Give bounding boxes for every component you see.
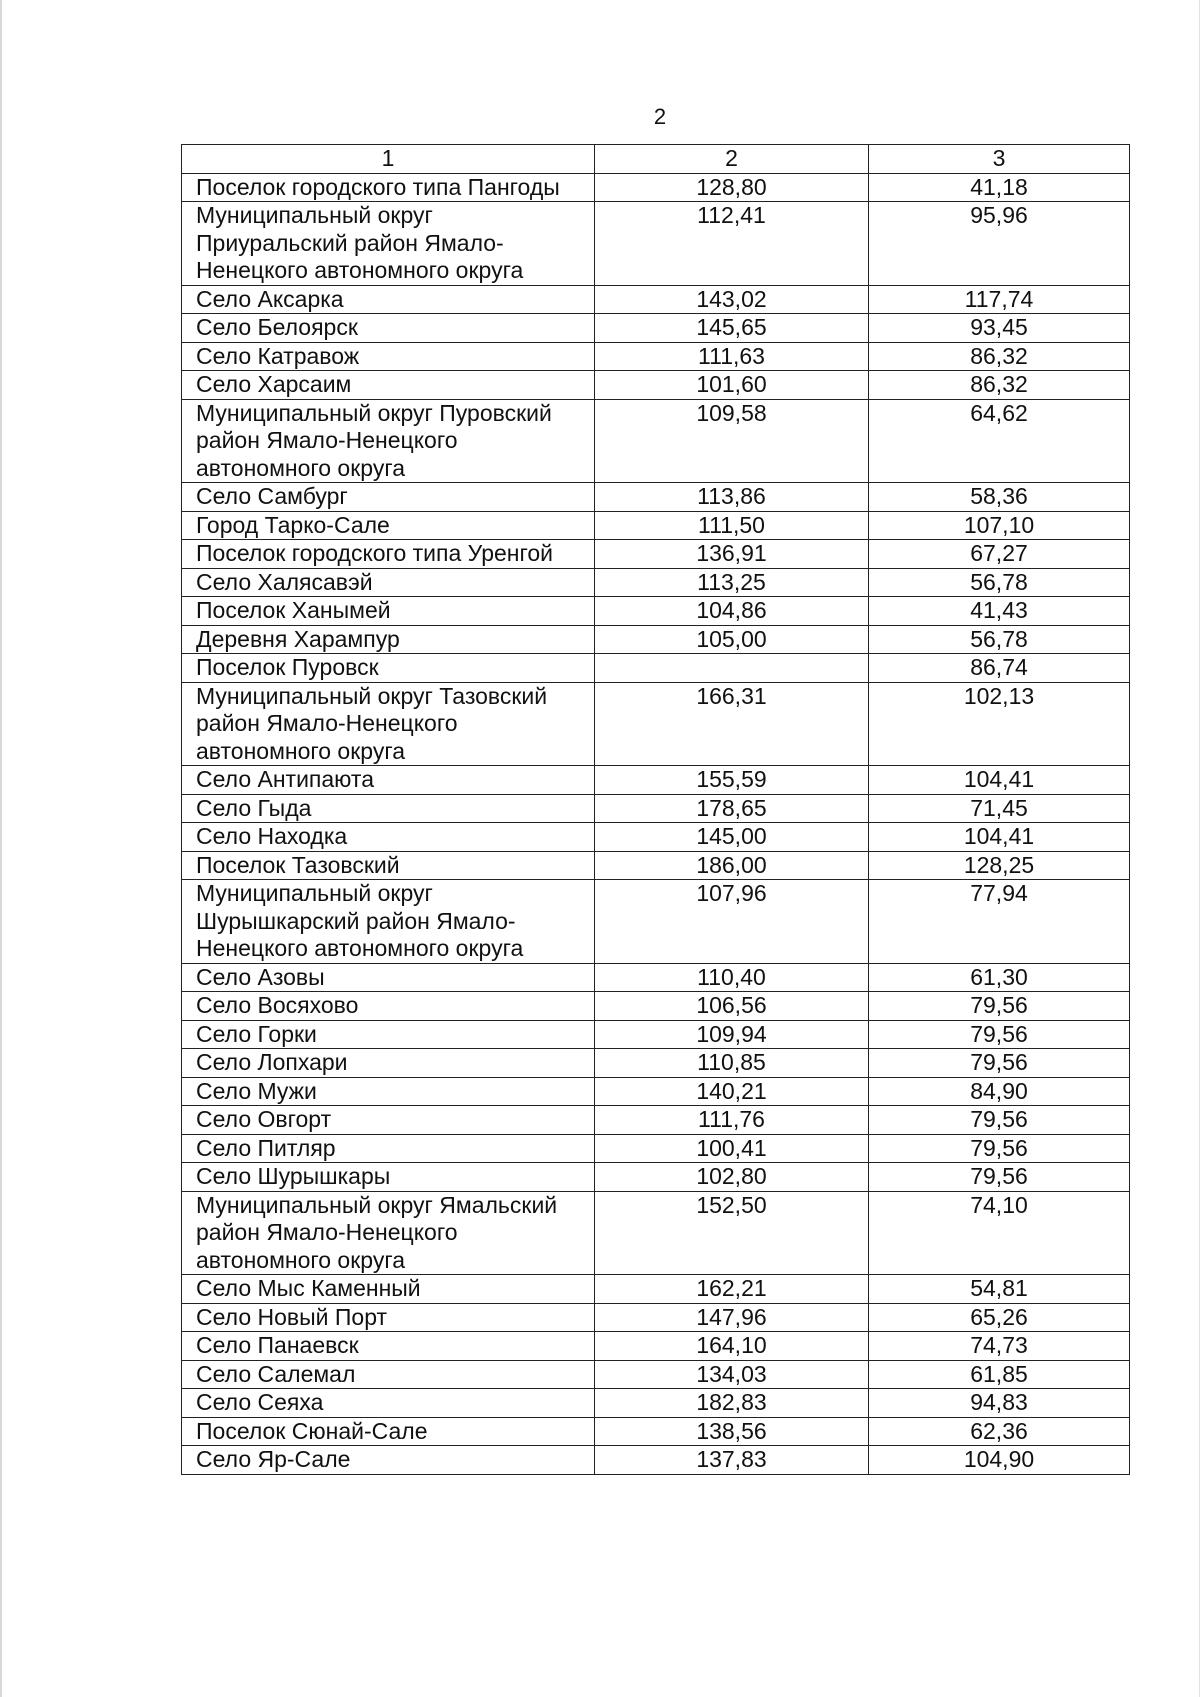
row-value-col3-cell: 104,90 [869, 1446, 1130, 1475]
row-value-col3-cell: 86,32 [869, 342, 1130, 371]
row-name-cell: Село Находка [182, 823, 595, 852]
table-row [182, 682, 1130, 766]
row-value-col3-cell: 56,78 [869, 625, 1130, 654]
row-value-col2-cell: 109,58 [595, 399, 869, 483]
row-name-cell: Село Питляр [182, 1134, 595, 1163]
table-row [182, 399, 1130, 483]
row-value-col3-cell: 61,85 [869, 1360, 1130, 1389]
row-value-col3-cell: 54,81 [869, 1275, 1130, 1304]
row-value-col2-cell: 166,31 [595, 682, 869, 766]
table-row [182, 371, 1130, 400]
table-row [182, 1275, 1130, 1304]
row-value-col3-cell: 79,56 [869, 1020, 1130, 1049]
row-value-col2-cell: 106,56 [595, 992, 869, 1021]
row-name-cell: Село Катравож [182, 342, 595, 371]
table-row [182, 1417, 1130, 1446]
row-value-col3-cell: 74,10 [869, 1191, 1130, 1275]
table-row [182, 654, 1130, 683]
row-value-col3-cell: 86,32 [869, 371, 1130, 400]
row-name-cell: Поселок Тазовский [182, 851, 595, 880]
row-value-col2-cell: 110,40 [595, 963, 869, 992]
row-value-col2-cell: 111,50 [595, 511, 869, 540]
table-header [182, 145, 1130, 174]
table-row [182, 342, 1130, 371]
row-value-col3-cell: 79,56 [869, 1106, 1130, 1135]
table-row [182, 1191, 1130, 1275]
row-name-cell: Село Овгорт [182, 1106, 595, 1135]
row-value-col3-cell: 61,30 [869, 963, 1130, 992]
row-value-col2-cell: 113,86 [595, 483, 869, 512]
row-name-cell: Поселок городского типа Пангоды [182, 173, 595, 202]
table-row [182, 1163, 1130, 1192]
table-body [182, 173, 1130, 1474]
row-value-col3-cell: 104,41 [869, 766, 1130, 795]
table-row [182, 597, 1130, 626]
row-name-cell: Село Аксарка [182, 285, 595, 314]
row-name-cell: Село Антипаюта [182, 766, 595, 795]
row-value-col2-cell: 100,41 [595, 1134, 869, 1163]
row-value-col2-cell: 140,21 [595, 1077, 869, 1106]
row-value-col2-cell: 152,50 [595, 1191, 869, 1275]
row-value-col3-cell: 84,90 [869, 1077, 1130, 1106]
row-value-col2-cell: 101,60 [595, 371, 869, 400]
row-value-col2-cell: 107,96 [595, 880, 869, 964]
row-value-col2-cell: 145,00 [595, 823, 869, 852]
table-row [182, 1303, 1130, 1332]
row-name-cell: Село Белоярск [182, 314, 595, 343]
table-row [182, 1446, 1130, 1475]
row-name-cell: Село Шурышкары [182, 1163, 595, 1192]
table-row [182, 540, 1130, 569]
table-row [182, 1077, 1130, 1106]
page-number: 2 [653, 104, 667, 129]
row-value-col2-cell: 110,85 [595, 1049, 869, 1078]
table-row [182, 992, 1130, 1021]
row-name-cell: Деревня Харампур [182, 625, 595, 654]
column-header-1: 1 [182, 145, 595, 174]
row-name-cell: Муниципальный округ Ямальский район Ямало-Ненецкого автономного округа [182, 1191, 595, 1275]
row-value-col2-cell: 134,03 [595, 1360, 869, 1389]
row-value-col2-cell: 104,86 [595, 597, 869, 626]
row-value-col2-cell: 164,10 [595, 1332, 869, 1361]
table-row [182, 1389, 1130, 1418]
row-value-col2-cell: 162,21 [595, 1275, 869, 1304]
table-row [182, 285, 1130, 314]
table-row [182, 823, 1130, 852]
row-value-col2-cell: 113,25 [595, 568, 869, 597]
row-name-cell: Село Гыда [182, 794, 595, 823]
table-row [182, 483, 1130, 512]
row-name-cell: Поселок городского типа Уренгой [182, 540, 595, 569]
row-value-col2-cell: 143,02 [595, 285, 869, 314]
row-value-col3-cell: 104,41 [869, 823, 1130, 852]
row-name-cell: Город Тарко-Сале [182, 511, 595, 540]
row-value-col3-cell: 95,96 [869, 202, 1130, 286]
table-row [182, 963, 1130, 992]
table-row [182, 851, 1130, 880]
row-value-col3-cell: 74,73 [869, 1332, 1130, 1361]
row-name-cell: Село Панаевск [182, 1332, 595, 1361]
row-name-cell: Село Самбург [182, 483, 595, 512]
row-name-cell: Село Мужи [182, 1077, 595, 1106]
row-value-col2-cell: 186,00 [595, 851, 869, 880]
header-row [182, 145, 1130, 174]
row-value-col3-cell: 79,56 [869, 1049, 1130, 1078]
row-value-col3-cell: 65,26 [869, 1303, 1130, 1332]
row-value-col3-cell: 79,56 [869, 1163, 1130, 1192]
row-value-col3-cell: 79,56 [869, 992, 1130, 1021]
row-value-col3-cell: 56,78 [869, 568, 1130, 597]
row-name-cell: Поселок Пуровск [182, 654, 595, 683]
row-value-col3-cell: 128,25 [869, 851, 1130, 880]
row-value-col3-cell: 41,43 [869, 597, 1130, 626]
row-value-col3-cell: 86,74 [869, 654, 1130, 683]
row-name-cell: Село Мыс Каменный [182, 1275, 595, 1304]
table-row [182, 880, 1130, 964]
row-value-col3-cell: 107,10 [869, 511, 1130, 540]
row-name-cell: Муниципальный округ Приуральский район Ямало-Ненецкого автономного округа [182, 202, 595, 286]
row-value-col2-cell: 147,96 [595, 1303, 869, 1332]
row-value-col3-cell: 58,36 [869, 483, 1130, 512]
table-row [182, 1134, 1130, 1163]
table-row [182, 1106, 1130, 1135]
row-name-cell: Муниципальный округ Тазовский район Ямало-Ненецкого автономного округа [182, 682, 595, 766]
row-value-col2-cell: 155,59 [595, 766, 869, 795]
row-value-col2-cell: 112,41 [595, 202, 869, 286]
row-value-col2-cell: 111,76 [595, 1106, 869, 1135]
table-row [182, 625, 1130, 654]
row-value-col2-cell: 105,00 [595, 625, 869, 654]
table-row [182, 314, 1130, 343]
row-value-col2-cell: 137,83 [595, 1446, 869, 1475]
row-value-col3-cell: 79,56 [869, 1134, 1130, 1163]
row-value-col3-cell: 77,94 [869, 880, 1130, 964]
column-header-3: 3 [869, 145, 1130, 174]
row-name-cell: Село Лопхари [182, 1049, 595, 1078]
row-name-cell: Село Харсаим [182, 371, 595, 400]
row-value-col3-cell: 94,83 [869, 1389, 1130, 1418]
row-value-col2-cell: 128,80 [595, 173, 869, 202]
row-value-col3-cell: 67,27 [869, 540, 1130, 569]
row-value-col2-cell: 109,94 [595, 1020, 869, 1049]
row-name-cell: Село Салемал [182, 1360, 595, 1389]
table-row [182, 1020, 1130, 1049]
row-value-col2-cell: 111,63 [595, 342, 869, 371]
table-row [182, 511, 1130, 540]
row-name-cell: Село Восяхово [182, 992, 595, 1021]
row-value-col3-cell: 93,45 [869, 314, 1130, 343]
table-row [182, 568, 1130, 597]
row-value-col2-cell: 178,65 [595, 794, 869, 823]
row-name-cell: Село Горки [182, 1020, 595, 1049]
row-name-cell: Село Сеяха [182, 1389, 595, 1418]
row-value-col3-cell: 64,62 [869, 399, 1130, 483]
row-name-cell: Поселок Сюнай-Сале [182, 1417, 595, 1446]
table-row [182, 173, 1130, 202]
table-row [182, 1332, 1130, 1361]
table-row [182, 1360, 1130, 1389]
row-name-cell: Муниципальный округ Шурышкарский район Ямало-Ненецкого автономного округа [182, 880, 595, 964]
column-header-2: 2 [595, 145, 869, 174]
row-value-col2-cell: 102,80 [595, 1163, 869, 1192]
table-row [182, 766, 1130, 795]
row-value-col2-cell: 145,65 [595, 314, 869, 343]
row-name-cell: Муниципальный округ Пуровский район Ямало-Ненецкого автономного округа [182, 399, 595, 483]
row-value-col3-cell: 71,45 [869, 794, 1130, 823]
row-value-col2-cell: 138,56 [595, 1417, 869, 1446]
table-row [182, 794, 1130, 823]
table-row [182, 1049, 1130, 1078]
data-table [181, 144, 1130, 1475]
row-value-col3-cell: 117,74 [869, 285, 1130, 314]
table-row [182, 202, 1130, 286]
row-value-col3-cell: 102,13 [869, 682, 1130, 766]
row-name-cell: Село Новый Порт [182, 1303, 595, 1332]
row-name-cell: Село Яр-Сале [182, 1446, 595, 1475]
row-value-col3-cell: 41,18 [869, 173, 1130, 202]
row-value-col3-cell: 62,36 [869, 1417, 1130, 1446]
row-name-cell: Село Азовы [182, 963, 595, 992]
row-value-col2-cell: 182,83 [595, 1389, 869, 1418]
row-name-cell: Село Халясавэй [182, 568, 595, 597]
row-name-cell: Поселок Ханымей [182, 597, 595, 626]
row-value-col2-cell: 136,91 [595, 540, 869, 569]
page-edge-left [0, 0, 2, 1697]
row-value-col2-cell [595, 654, 869, 683]
